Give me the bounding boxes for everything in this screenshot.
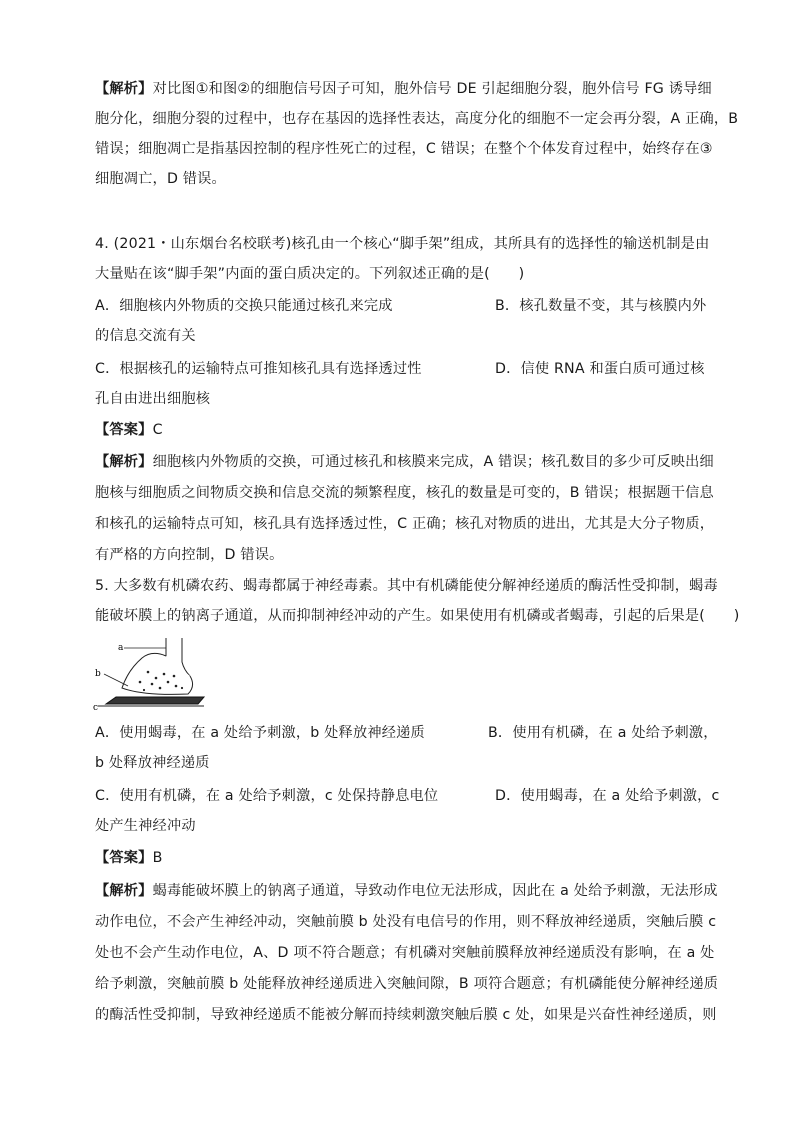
q5-answer-value: B	[152, 850, 163, 866]
q4-answer	[95, 419, 163, 441]
q4-option-d: D．信使 RNA 和蛋白质可通过核	[495, 361, 705, 377]
q4-answer-label: 【答案】	[95, 422, 153, 438]
q5-answer	[95, 847, 163, 869]
q5-analysis-line-1: 【解析】蝎毒能破坏膜上的钠离子通道，导致动作电位无法形成，因此在 a 处给予刺激，无法形成	[95, 883, 718, 899]
q3-analysis-line-3: 错误；细胞凋亡是指基因控制的程序性死亡的过程，C 错误；在整个个体发育过程中，始终存在③	[95, 141, 713, 157]
q4-stem-line-2: 大量贴在该“脚手架”内面的蛋白质决定的。下列叙述正确的是( )	[95, 266, 525, 282]
q5-analysis-line-2: 动作电位，不会产生神经冲动，突触前膜 b 处没有电信号的作用，则不释放神经递质，突触后膜 c	[95, 914, 717, 930]
q5-analysis-line-5: 的酶活性受抑制，导致神经递质不能被分解而持续刺激突触后膜 c 处，如果是兴奋性神经递质，则	[95, 1007, 717, 1023]
q5-stem-line-2: 能破坏膜上的钠离子通道，从而抑制神经冲动的产生。如果使用有机磷或者蝎毒，引起的后果是( )	[95, 608, 740, 624]
q4-option-d-cont: 孔自由进出细胞核	[95, 391, 211, 407]
q5-stem-line-1: 5. 大多数有机磷农药、蝎毒都属于神经毒素。其中有机磷能使分解神经递质的酶活性受抑制，蝎毒	[95, 578, 718, 594]
q5-option-d-cont: 处产生神经冲动	[95, 818, 196, 834]
q4-analysis-line-3: 和核孔的运输特点可知，核孔具有选择透过性，C 正确；核孔对物质的进出，尤其是大分子物质，	[95, 516, 715, 532]
q3-analysis-line-4: 细胞凋亡，D 错误。	[95, 171, 226, 187]
q5-option-b: B．使用有机磷，在 a 处给予刺激，	[488, 725, 718, 741]
q5-answer-label: 【答案】	[95, 850, 153, 866]
postsynaptic-membrane	[106, 697, 204, 704]
q4-option-b: B．核孔数量不变，其与核膜内外	[495, 298, 707, 314]
q5-option-c: C．使用有机磷，在 a 处给予刺激，c 处保持静息电位	[95, 788, 439, 804]
label-c: c	[93, 703, 99, 713]
q3-analysis-line-2: 胞分化，细胞分裂的过程中，也存在基因的选择性表达，高度分化的细胞不一定会再分裂，A 正确，B	[95, 111, 739, 127]
q4-analysis-line-2: 胞核与细胞质之间物质交换和信息交流的频繁程度，核孔的数量是可变的，B 错误；根据题干信息	[95, 485, 714, 501]
q5-analysis-line-4: 给予刺激，突触前膜 b 处能释放神经递质进入突触间隙，B 项符合题意；有机磷能使分解神经递质	[95, 976, 719, 992]
q4-option-b-cont: 的信息交流有关	[95, 328, 196, 344]
q5-analysis-label: 【解析】	[95, 883, 153, 899]
q5-option-b-cont: b 处释放神经递质	[95, 755, 210, 771]
q3-analysis-line-1: 【解析】对比图①和图②的细胞信号因子可知，胞外信号 DE 引起细胞分裂，胞外信号 FG 诱导细	[95, 81, 712, 97]
synapse-figure	[92, 636, 212, 714]
label-b: b	[95, 669, 101, 679]
q3-analysis-label: 【解析】	[95, 81, 153, 97]
label-a: a	[118, 643, 124, 653]
q4-analysis-label: 【解析】	[95, 454, 153, 470]
q5-analysis-line-3: 处也不会产生动作电位，A、D 项不符合题意；有机磷对突触前膜释放神经递质没有影响，在 a 处	[95, 945, 715, 961]
q4-analysis-line-1: 【解析】细胞核内外物质的交换，可通过核孔和核膜来完成，A 错误；核孔数目的多少可反映出细	[95, 454, 714, 470]
q4-stem-line-1: 4. (2021・山东烟台名校联考)核孔由一个核心“脚手架”组成，其所具有的选择性的输送机制是由	[95, 236, 710, 252]
q4-analysis-line-4: 有严格的方向控制，D 错误。	[95, 547, 284, 563]
q4-option-c: C．根据核孔的运输特点可推知核孔具有选择透过性	[95, 361, 422, 377]
q4-option-a: A．细胞核内外物质的交换只能通过核孔来完成	[95, 298, 393, 314]
q4-answer-value: C	[152, 422, 163, 438]
q5-option-a: A．使用蝎毒，在 a 处给予刺激，b 处释放神经递质	[95, 725, 425, 741]
q5-option-d: D．使用蝎毒，在 a 处给予刺激，c	[495, 788, 720, 804]
